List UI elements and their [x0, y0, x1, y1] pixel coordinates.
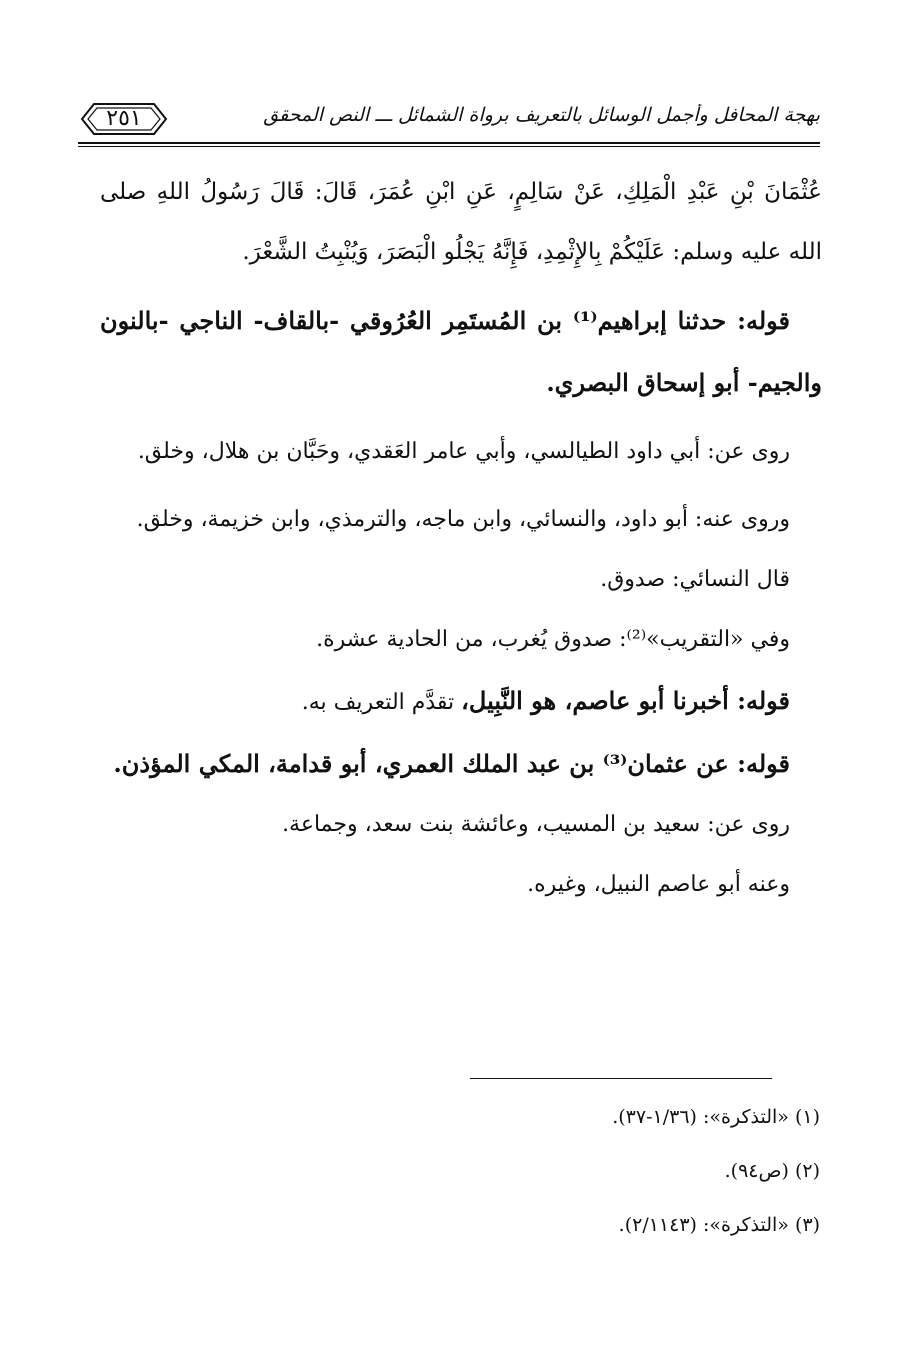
footnotes	[470, 1090, 820, 1252]
footnote-item: (١) «التذكرة»: (١/٣٦-٣٧).	[612, 1106, 820, 1128]
header-rule	[78, 142, 820, 147]
main-text	[100, 162, 822, 915]
page-header	[78, 98, 820, 154]
nasai-verdict: قال النسائي: صدوق.	[600, 567, 790, 592]
running-header-title: بهجة المحافل وأجمل الوسائل بالتعريف برواة الشمائل ـــ النص المحقق	[263, 104, 820, 126]
footnote-item: (٣) «التذكرة»: (٢/١١٤٣).	[618, 1214, 820, 1236]
page-number-ornament	[78, 100, 170, 138]
commentary-abu-asim-bold: قوله: أخبرنا أبو عاصم، هو النَّبِيل،	[461, 686, 790, 715]
commentary-heading-uthman: قوله: عن عثمان⁽³⁾ بن عبد الملك العمري، أبو قدامة، المكي المؤذن.	[113, 749, 790, 778]
footnote-item: (٢) (ص٩٤).	[724, 1160, 820, 1182]
commentary-heading-ibrahim: قوله: حدثنا إبراهيم⁽¹⁾ بن المُستَمِر العُرُوقي -بالقاف- الناجي -بالنون والجيم- أبو إسحاق البصري.	[100, 306, 822, 397]
narrated-from-paragraph: روى عن: أبي داود الطيالسي، وأبي عامر العَقدي، وحَبَّان بن هلال، وخلق.	[137, 439, 790, 464]
uthman-narrated-from: روى عن: سعيد بن المسيب، وعائشة بنت سعد، وجماعة.	[282, 812, 790, 837]
page-number: ٢٥١	[106, 106, 142, 131]
footnote-separator	[470, 1078, 772, 1079]
commentary-abu-asim-rest: تقدَّم التعريف به.	[301, 690, 462, 715]
hadith-text: عُثْمَانَ بْنِ عَبْدِ الْمَلِكِ، عَنْ سَالِمٍ، عَنِ ابْنِ عُمَرَ، قَالَ: قَالَ رَسُولُ اللهِ صلى الله عليه وسلم: عَلَيْكُمْ بِالإِثْمِدِ، فَإِنَّهُ يَجْلُو الْبَصَرَ، وَيُنْبِتُ الشَّعْرَ.	[100, 179, 822, 265]
uthman-narrated-by: وعنه أبو عاصم النبيل، وغيره.	[527, 872, 790, 897]
narrated-by-paragraph: وروى عنه: أبو داود، والنسائي، وابن ماجه، والترمذي، وابن خزيمة، وخلق.	[136, 507, 790, 532]
commentary-abu-asim	[100, 670, 822, 733]
taqrib-verdict: وفي «التقريب»⁽²⁾: صدوق يُغرب، من الحادية عشرة.	[316, 627, 790, 652]
